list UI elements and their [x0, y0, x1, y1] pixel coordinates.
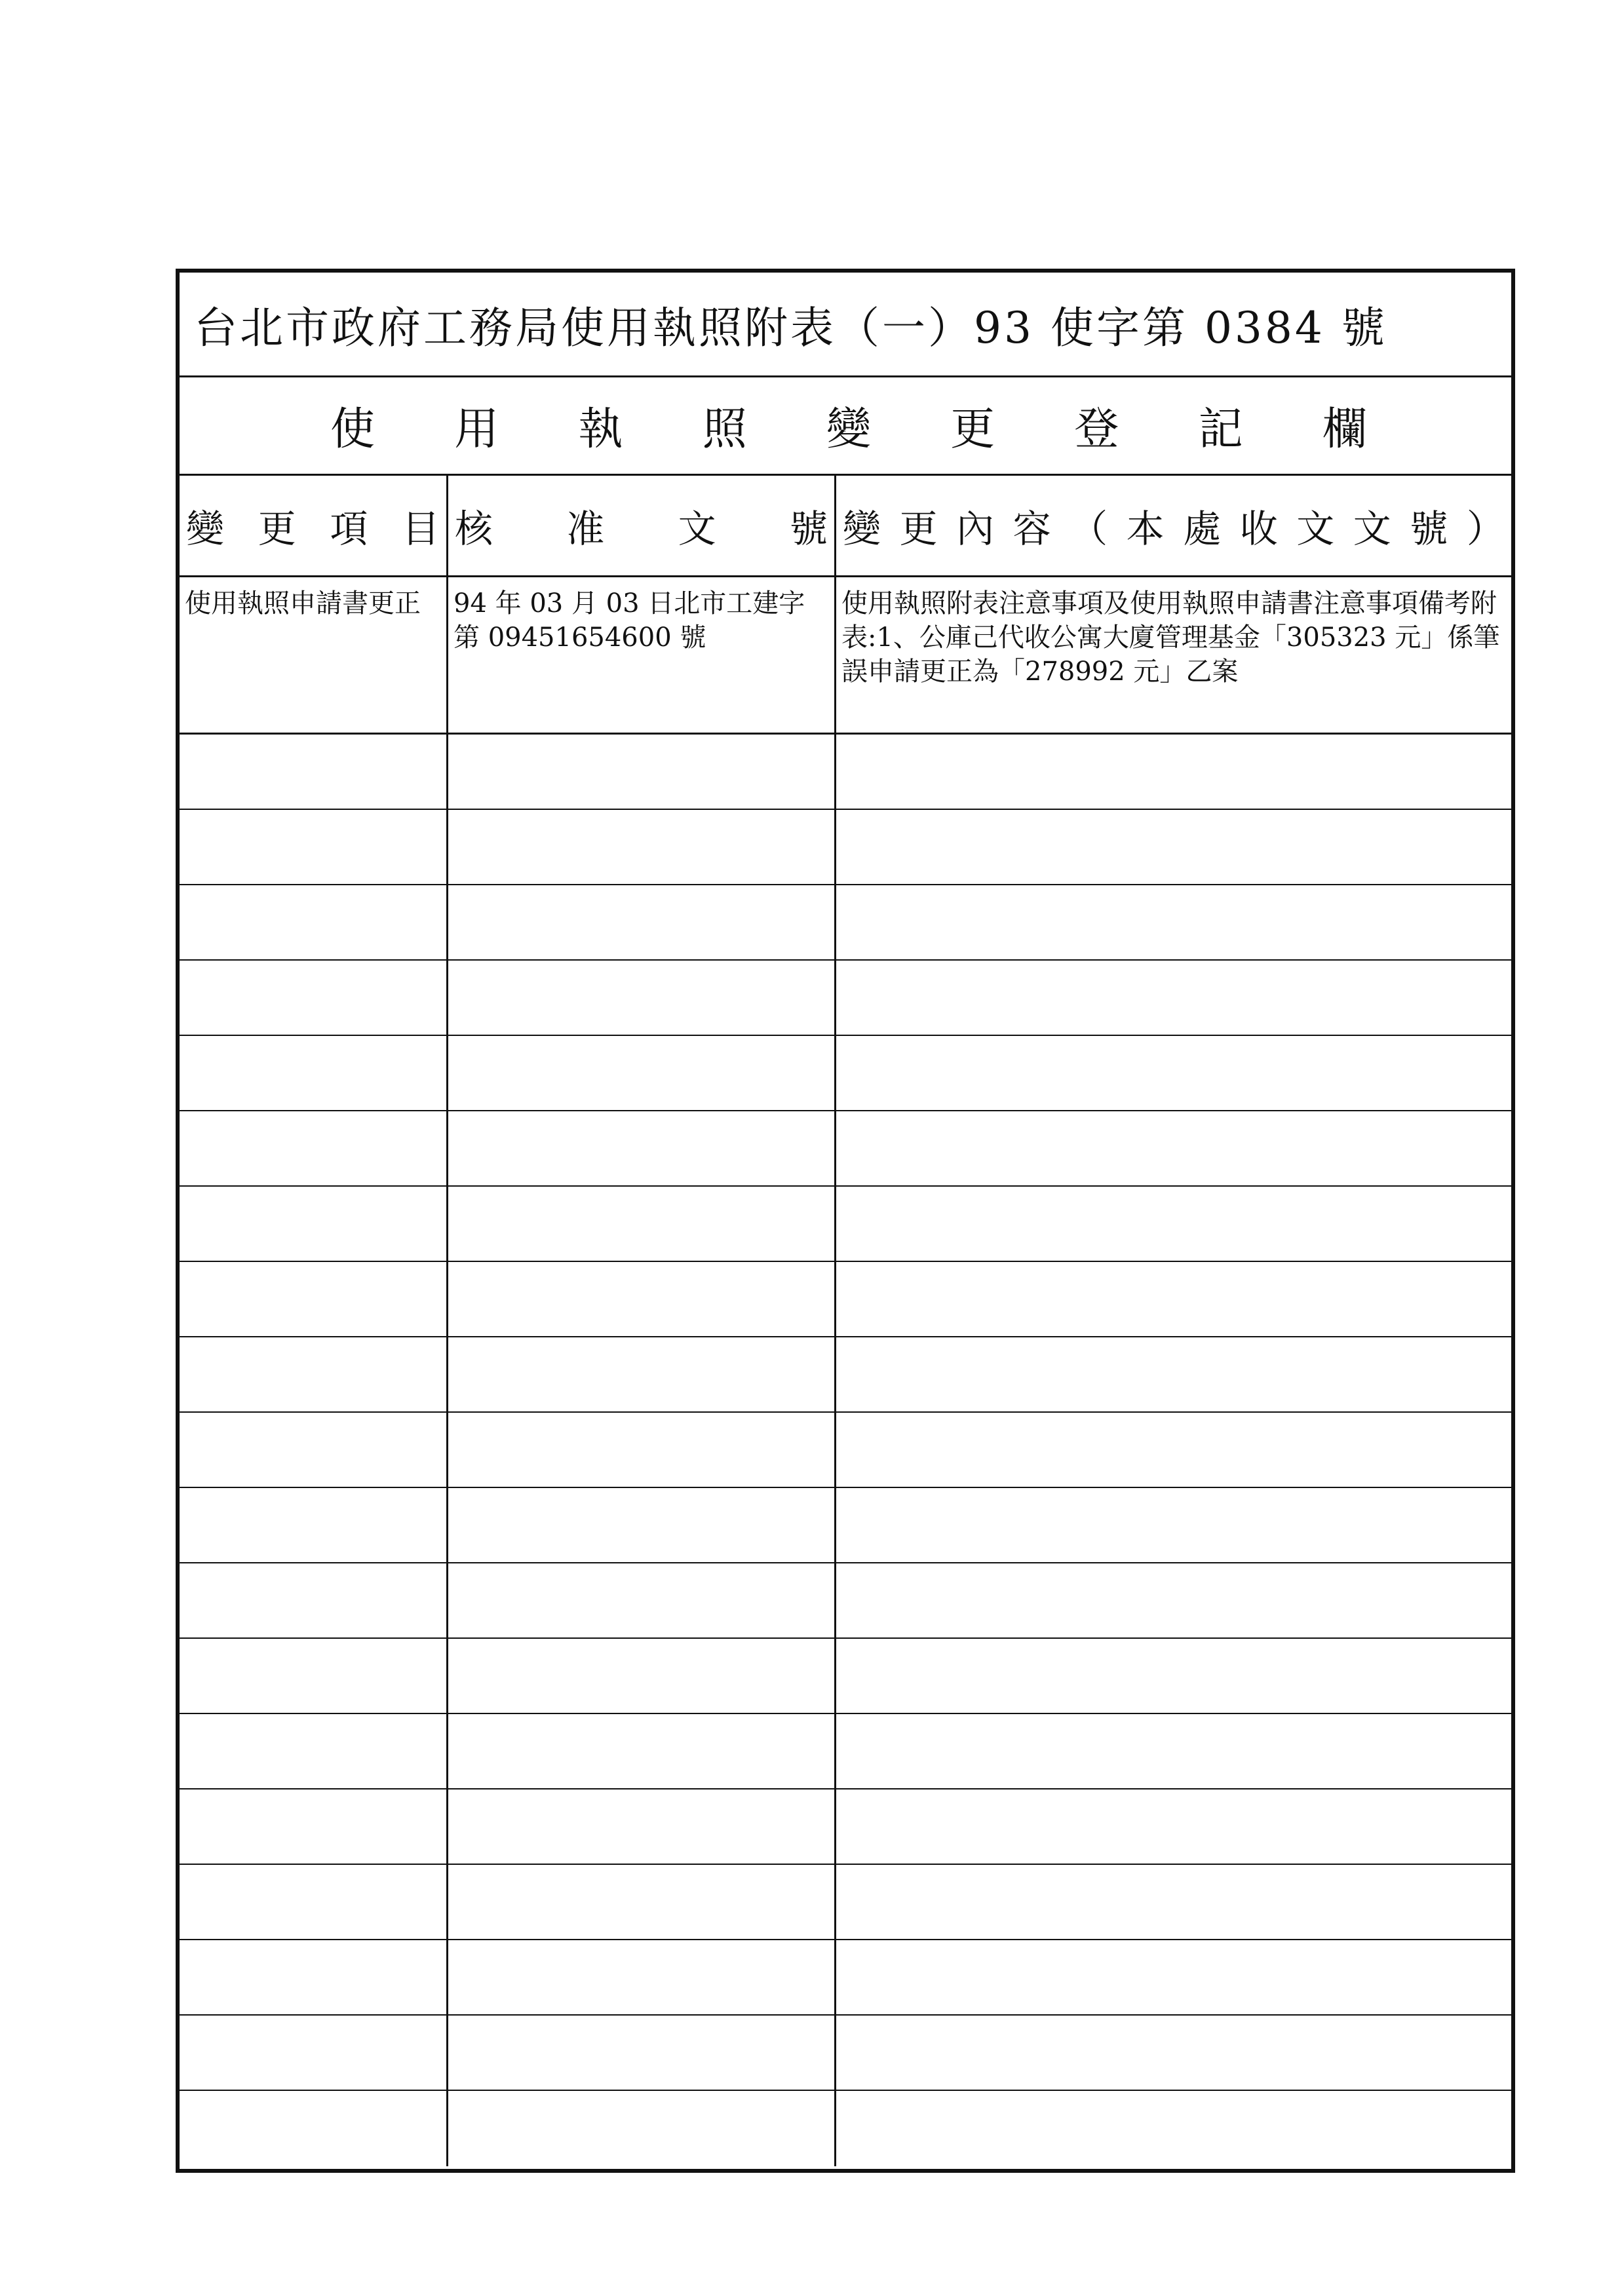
- empty-cell: [180, 885, 448, 959]
- empty-table-row: [180, 1488, 1511, 1563]
- header-char: 文: [1353, 507, 1391, 551]
- header-char: 文: [678, 507, 716, 551]
- subtitle-char: 登: [1074, 404, 1119, 455]
- empty-table-row: [180, 1639, 1511, 1714]
- empty-cell: [180, 1940, 448, 2014]
- empty-table-row: [180, 810, 1511, 885]
- empty-cell: [836, 810, 1511, 884]
- empty-cell: [836, 1036, 1511, 1110]
- header-char: 本: [1126, 507, 1165, 551]
- empty-cell: [180, 1187, 448, 1261]
- empty-cell: [836, 1413, 1511, 1487]
- header-char: 核: [455, 507, 493, 551]
- empty-cell: [448, 1563, 836, 1637]
- empty-cell: [180, 735, 448, 809]
- empty-table-row: [180, 1036, 1511, 1111]
- empty-cell: [836, 1337, 1511, 1411]
- subtitle-char: 記: [1198, 404, 1243, 455]
- empty-rows: [180, 735, 1511, 2169]
- empty-table-row: [180, 961, 1511, 1036]
- empty-cell: [180, 2091, 448, 2166]
- subtitle-char: 使: [330, 404, 376, 455]
- empty-cell: [448, 961, 836, 1035]
- empty-cell: [180, 1865, 448, 1939]
- empty-table-row: [180, 2016, 1511, 2091]
- empty-cell: [448, 2016, 836, 2090]
- empty-table-row: [180, 1865, 1511, 1940]
- header-char: ）: [1466, 507, 1505, 551]
- header-char: 處: [1183, 507, 1222, 551]
- empty-cell: [836, 2016, 1511, 2090]
- registration-form: [176, 269, 1515, 2173]
- empty-cell: [836, 1639, 1511, 1713]
- empty-cell: [180, 1111, 448, 1185]
- empty-cell: [180, 810, 448, 884]
- empty-cell: [448, 735, 836, 809]
- subtitle-char: 變: [826, 404, 871, 455]
- header-char: 更: [899, 507, 938, 551]
- empty-table-row: [180, 2091, 1511, 2166]
- empty-table-row: [180, 1714, 1511, 1789]
- header-char: 准: [566, 507, 605, 551]
- entry-approval: 94 年 03 月 03 日北市工建字第 09451654600 號: [448, 577, 836, 733]
- empty-cell: [180, 1639, 448, 1713]
- empty-cell: [448, 1639, 836, 1713]
- empty-cell: [180, 1714, 448, 1788]
- empty-cell: [836, 735, 1511, 809]
- empty-cell: [180, 1789, 448, 1864]
- empty-cell: [448, 1488, 836, 1562]
- subtitle-char: 照: [702, 404, 747, 455]
- empty-cell: [448, 1940, 836, 2014]
- empty-cell: [180, 1262, 448, 1336]
- empty-table-row: [180, 735, 1511, 810]
- header-char: 收: [1239, 507, 1278, 551]
- empty-cell: [836, 1488, 1511, 1562]
- header-char: 項: [330, 507, 368, 551]
- empty-cell: [836, 961, 1511, 1035]
- header-char: 文: [1296, 507, 1335, 551]
- header-char: 容: [1013, 507, 1051, 551]
- subtitle-char: 更: [950, 404, 995, 455]
- empty-cell: [180, 1488, 448, 1562]
- empty-table-row: [180, 1789, 1511, 1865]
- empty-cell: [448, 1789, 836, 1864]
- empty-cell: [836, 1111, 1511, 1185]
- header-char: （: [1070, 507, 1108, 551]
- empty-cell: [448, 885, 836, 959]
- empty-table-row: [180, 1940, 1511, 2016]
- subtitle-char: 欄: [1322, 404, 1367, 455]
- empty-cell: [836, 885, 1511, 959]
- column-header-row: [180, 476, 1511, 577]
- empty-table-row: [180, 1111, 1511, 1187]
- header-char: 目: [401, 507, 440, 551]
- column-header-approval: [448, 476, 836, 575]
- empty-cell: [836, 1187, 1511, 1261]
- empty-cell: [448, 1865, 836, 1939]
- header-char: 內: [956, 507, 995, 551]
- header-char: 變: [186, 507, 225, 551]
- empty-table-row: [180, 1337, 1511, 1413]
- empty-cell: [448, 1111, 836, 1185]
- empty-cell: [836, 1563, 1511, 1637]
- header-char: 號: [789, 507, 828, 551]
- entry-content: 使用執照附表注意事項及使用執照申請書注意事項備考附表:1、公庫己代收公寓大廈管理基金「305323 元」係筆誤申請更正為「278992 元」乙案: [841, 588, 1500, 687]
- empty-cell: [180, 1036, 448, 1110]
- empty-cell: [180, 1413, 448, 1487]
- empty-table-row: [180, 885, 1511, 961]
- empty-cell: [180, 2016, 448, 2090]
- form-title: 台北市政府工務局使用執照附表（一）93 使字第 0384 號: [180, 273, 1511, 377]
- header-char: 變: [843, 507, 881, 551]
- empty-cell: [448, 1413, 836, 1487]
- subtitle-char: 執: [578, 404, 623, 455]
- empty-cell: [836, 2091, 1511, 2166]
- empty-cell: [836, 1789, 1511, 1864]
- empty-table-row: [180, 1563, 1511, 1639]
- empty-table-row: [180, 1413, 1511, 1488]
- table-row: [180, 577, 1511, 735]
- entry-item: 使用執照申請書更正: [180, 577, 448, 733]
- header-char: 更: [258, 507, 296, 551]
- empty-table-row: [180, 1187, 1511, 1262]
- form-subtitle: [180, 377, 1511, 476]
- empty-table-row: [180, 1262, 1511, 1337]
- empty-cell: [180, 1337, 448, 1411]
- empty-cell: [836, 1714, 1511, 1788]
- empty-cell: [448, 1187, 836, 1261]
- empty-cell: [448, 1036, 836, 1110]
- empty-cell: [448, 810, 836, 884]
- empty-cell: [448, 1714, 836, 1788]
- empty-cell: [836, 1262, 1511, 1336]
- header-char: 號: [1410, 507, 1448, 551]
- empty-cell: [180, 1563, 448, 1637]
- empty-cell: [180, 961, 448, 1035]
- empty-cell: [448, 1262, 836, 1336]
- column-header-content: [836, 476, 1511, 575]
- empty-cell: [448, 1337, 836, 1411]
- empty-cell: [448, 2091, 836, 2166]
- subtitle-char: 用: [454, 404, 499, 455]
- empty-cell: [836, 1940, 1511, 2014]
- column-header-item: [180, 476, 448, 575]
- empty-cell: [836, 1865, 1511, 1939]
